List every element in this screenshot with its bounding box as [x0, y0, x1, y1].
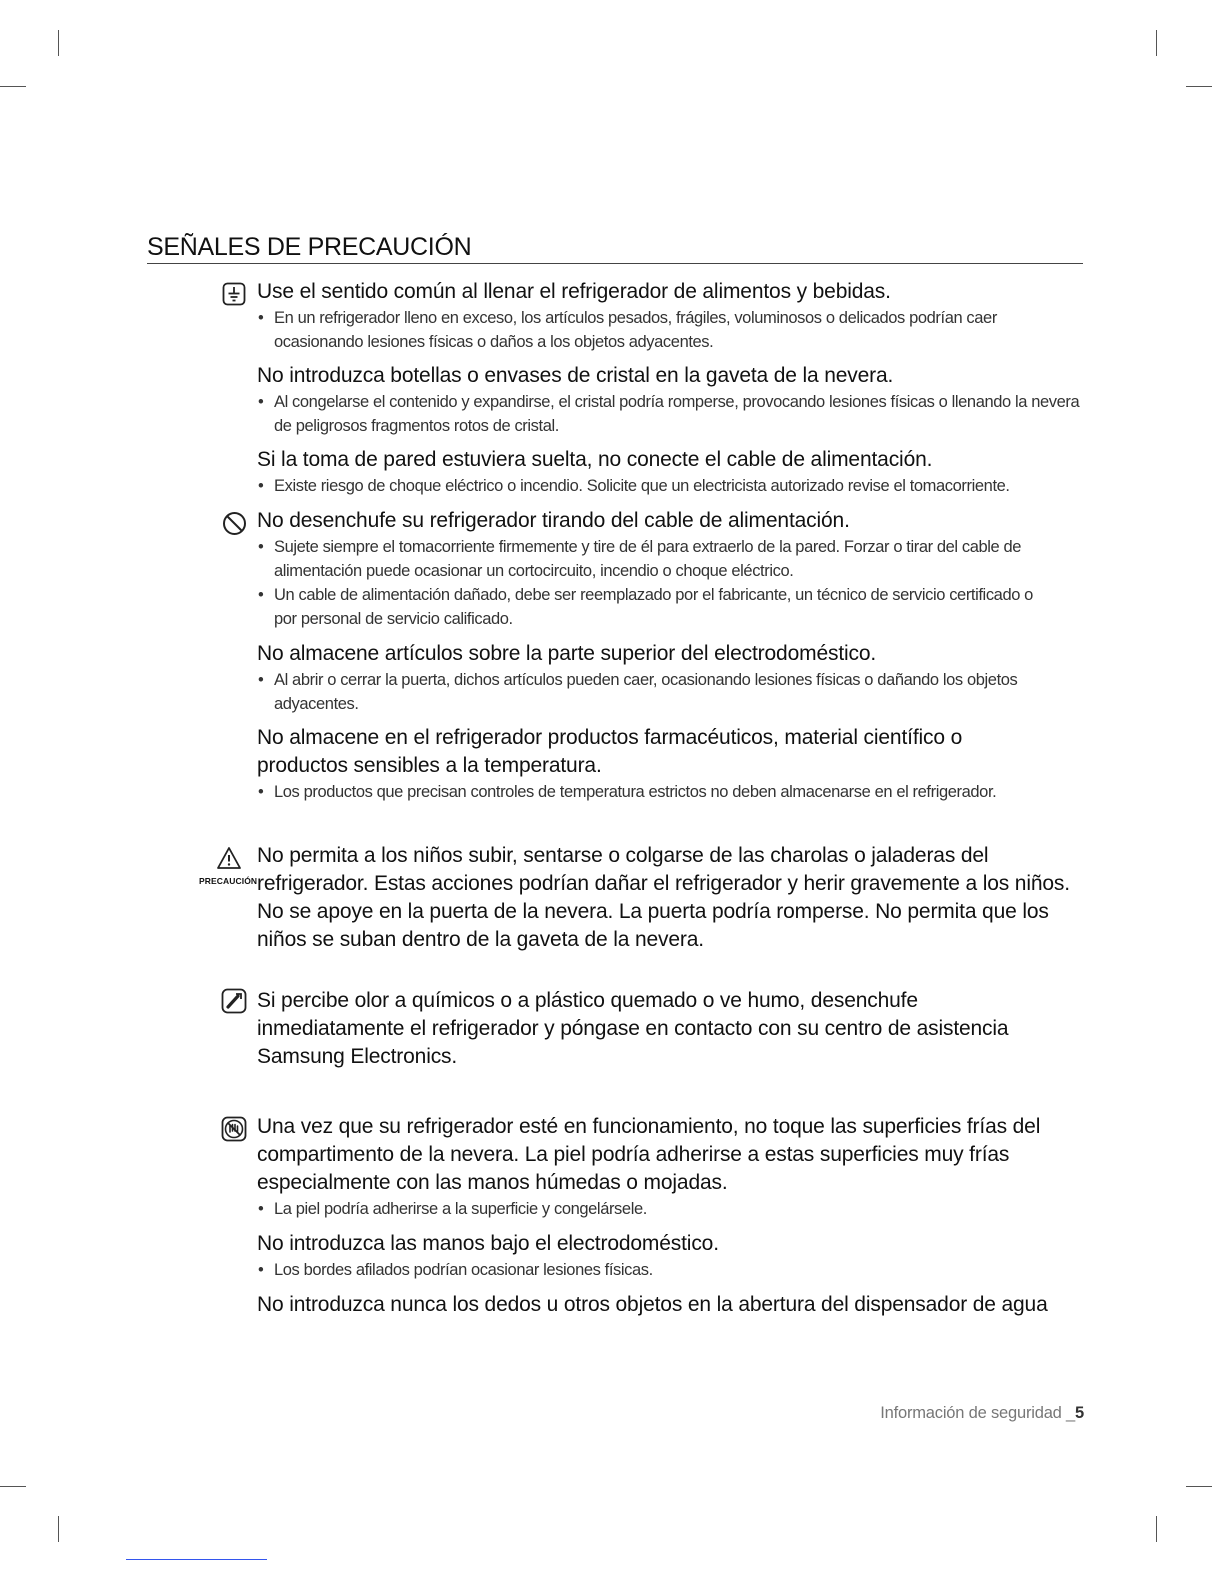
warning-heading: No introduzca botellas o envases de cristal en la gaveta de la nevera. — [257, 364, 894, 387]
warning-block-top-storage — [257, 640, 1097, 716]
service-contact-icon — [221, 988, 247, 1014]
warning-block-fill — [257, 278, 1097, 354]
link-underline — [126, 1559, 267, 1560]
warning-block-outlet — [257, 446, 1097, 498]
crop-mark — [1156, 30, 1157, 56]
caution-text: No permita a los niños subir, sentarse o colgarse de las charolas o jaladeras del refrigerador. Estas acciones podrían dañar el refrigerador y herir gravemente a los niños. No se apoye en la puerta de la nevera. La puerta podría romperse. No permita que los niños se suban dentro de la gaveta de la nevera. — [257, 844, 1070, 951]
warning-bullet: • Al congelarse el contenido y expandirse, el cristal podría romperse, provocando lesiones físicas o llenando la nevera de peligrosos fragmentos rotos de cristal. — [257, 390, 1094, 438]
warning-heading: No desenchufe su refrigerador tirando del cable de alimentación. — [257, 509, 850, 532]
warning-heading: Si la toma de pared estuviera suelta, no conecte el cable de alimentación. — [257, 448, 933, 471]
crop-mark — [0, 1486, 26, 1487]
warning-bullet: • Sujete siempre el tomacorriente firmemente y tire de él para extraerlo de la pared. Forzar o tirar del cable de alimentación puede ocasionar un cortocircuito, incendio o choque eléctrico. — [257, 535, 1100, 583]
crop-mark — [0, 86, 26, 87]
caution-label: PRECAUCIÓN — [199, 876, 258, 886]
ground-plug-icon — [222, 282, 246, 306]
warning-block-glass — [257, 362, 1097, 438]
no-touch-hand-icon — [221, 1116, 247, 1142]
warning-heading: No introduzca las manos bajo el electrodoméstico. — [257, 1232, 719, 1255]
crop-mark — [58, 30, 59, 56]
crop-mark — [1186, 86, 1212, 87]
crop-mark — [1186, 1486, 1212, 1487]
warning-block-pharma — [257, 724, 1017, 804]
warning-heading: No almacene en el refrigerador productos farmacéuticos, material científico o productos sensibles a la temperatura. — [257, 726, 963, 777]
warning-bullet: • Un cable de alimentación dañado, debe ser reemplazado por el fabricante, un técnico de servicio certificado o por personal de servicio calificado. — [257, 583, 1034, 631]
warning-bullet: • Al abrir o cerrar la puerta, dichos artículos pueden caer, ocasionando lesiones físicas o dañando los objetos adyacentes. — [257, 668, 1100, 716]
section-title: SEÑALES DE PRECAUCIÓN — [147, 232, 1083, 264]
page-footer — [880, 1404, 1084, 1423]
warning-bullet: • Los productos que precisan controles de temperatura estrictos no deben almacenarse en el refrigerador. — [257, 780, 1114, 804]
contact-text: Si percibe olor a químicos o a plástico quemado o ve humo, desenchufe inmediatamente el refrigerador y póngase en contacto con su centro de asistencia Samsung Electronics. — [257, 989, 1009, 1068]
footer-label: Información de seguridad _ — [880, 1404, 1076, 1422]
prohibited-icon — [222, 511, 247, 536]
smoke-contact-block — [257, 987, 1057, 1071]
warning-bullet: • Existe riesgo de choque eléctrico o incendio. Solicite que un electricista autorizado revise el tomacorriente. — [257, 474, 1097, 498]
warning-block-unplug — [257, 507, 1097, 631]
crop-mark — [1156, 1516, 1157, 1542]
warning-block-dispenser — [257, 1291, 1117, 1319]
warning-bullet: • Los bordes afilados podrían ocasionar lesiones físicas. — [257, 1258, 1097, 1282]
warning-heading: Una vez que su refrigerador esté en funcionamiento, no toque las superficies frías del compartimento de la nevera. La piel podría adherirse a estas superficies muy frías especialmente con las manos húmedas o mojadas. — [257, 1115, 1041, 1194]
warning-heading: No almacene artículos sobre la parte superior del electrodoméstico. — [257, 642, 877, 665]
page-number: 5 — [1075, 1404, 1084, 1422]
caution-block — [257, 842, 1077, 954]
warning-heading: No introduzca nunca los dedos u otros objetos en la abertura del dispensador de agua — [257, 1293, 1048, 1316]
warning-block-hands — [257, 1230, 1097, 1282]
warning-block-cold-surface — [257, 1113, 1087, 1221]
warning-heading: Use el sentido común al llenar el refrigerador de alimentos y bebidas. — [257, 280, 891, 303]
warning-triangle-icon — [216, 846, 242, 870]
crop-mark — [58, 1516, 59, 1542]
warning-bullet: • La piel podría adherirse a la superficie y congelársele. — [257, 1197, 1087, 1221]
warning-bullet: • En un refrigerador lleno en exceso, los artículos pesados, frágiles, voluminosos o delicados podrían caer ocasionando lesiones físicas o daños a los objetos adyacentes. — [257, 306, 1084, 354]
